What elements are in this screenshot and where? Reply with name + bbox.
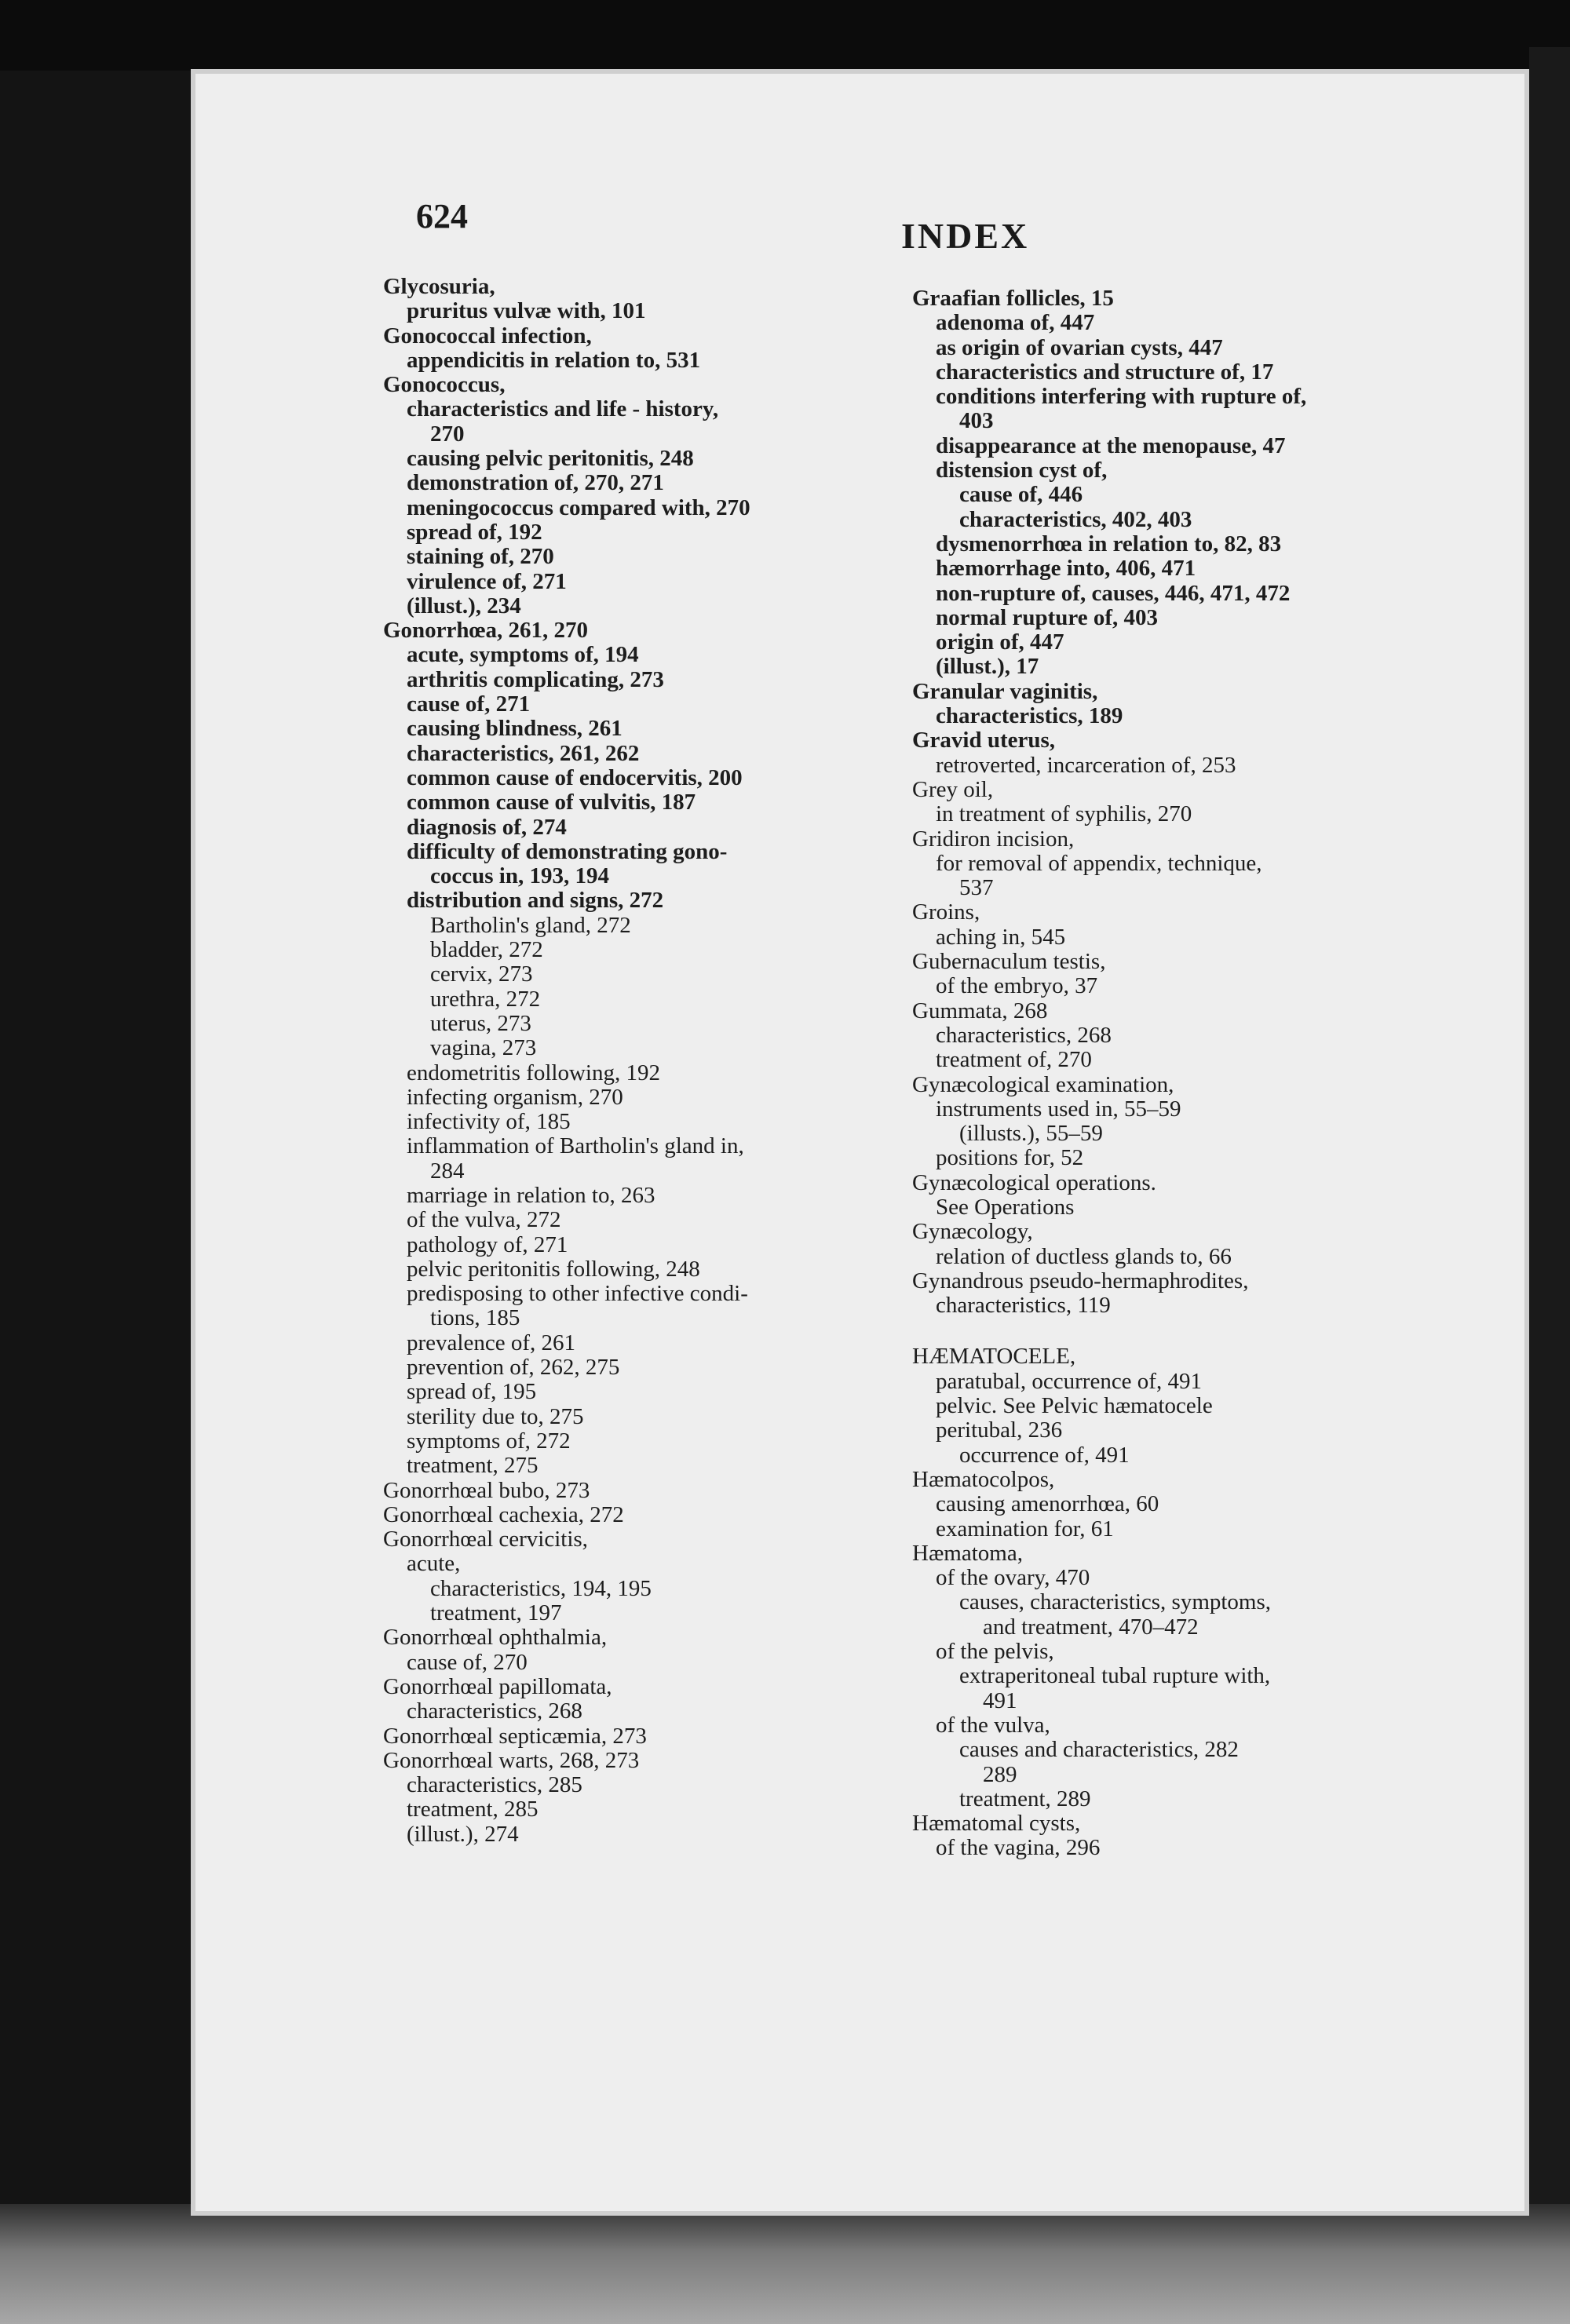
index-entry: pelvic peritonitis following, 248 [407,1256,700,1282]
scan-bottom-edge [0,2204,1570,2324]
index-entry: vagina, 273 [430,1035,537,1061]
index-entry: of the ovary, 470 [936,1565,1090,1591]
index-entry: Gummata, 268 [912,998,1048,1023]
index-entry: 491 [983,1687,1017,1713]
index-entry: paratubal, occurrence of, 491 [936,1368,1202,1394]
scan-right-edge [1529,47,1570,2221]
index-entry: Gonococcus, [383,372,506,398]
index-entry: 403 [959,408,994,434]
index-entry: appendicitis in relation to, 531 [407,347,701,373]
index-entry: characteristics and life - history, [407,396,719,422]
index-entry: non-rupture of, causes, 446, 471, 472 [936,580,1291,606]
index-entry: Gubernaculum testis, [912,949,1106,975]
index-entry: pathology of, 271 [407,1231,568,1257]
index-entry: (illust.), 17 [936,654,1039,680]
page-number: 624 [416,197,468,235]
index-entry: characteristics and structure of, 17 [936,359,1274,385]
index-entry: Gonorrhœal ophthalmia, [383,1625,608,1651]
index-entry: distribution and signs, 272 [407,888,664,914]
index-entry: (illust.), 234 [407,593,521,618]
index-entry: adenoma of, 447 [936,310,1095,336]
index-entry: Gonorrhœal cachexia, 272 [383,1501,624,1527]
index-entry: treatment, 275 [407,1453,539,1479]
index-entry: treatment, 285 [407,1797,539,1822]
index-entry: arthritis complicating, 273 [407,666,664,692]
index-entry: 284 [430,1158,465,1184]
index-entry: causes and characteristics, 282 [959,1737,1239,1763]
index-entry: virulence of, 271 [407,568,567,594]
index-entry: for removal of appendix, technique, [936,850,1262,876]
index-entry: and treatment, 470–472 [983,1614,1199,1640]
index-entry: disappearance at the menopause, 47 [936,432,1286,458]
index-entry: difficulty of demonstrating gono- [407,838,728,864]
index-entry: 289 [983,1761,1017,1787]
index-entry: distension cyst of, [936,458,1108,483]
index-column-left [383,274,904,1847]
index-entry: conditions interfering with rupture of, [936,384,1307,410]
index-entry: Granular vaginitis, [912,678,1098,704]
index-entry: origin of, 447 [936,629,1064,655]
index-entry: Groins, [912,899,980,925]
index-entry: Gonococcal infection, [383,323,592,348]
index-entry: characteristics, 285 [407,1772,582,1798]
index-entry: Gynæcological operations. [912,1169,1156,1195]
index-entry: as origin of ovarian cysts, 447 [936,334,1223,360]
index-entry: characteristics, 402, 403 [959,506,1192,532]
index-entry: See Operations [936,1194,1075,1220]
index-entry: of the vagina, 296 [936,1835,1101,1861]
index-entry: demonstration of, 270, 271 [407,470,664,496]
index-entry: treatment, 197 [430,1600,562,1626]
index-entry: prevalence of, 261 [407,1330,575,1355]
index-entry: causing amenorrhœa, 60 [936,1491,1159,1517]
index-entry: Gravid uterus, [912,728,1056,753]
index-entry: instruments used in, 55–59 [936,1096,1181,1122]
index-entry: staining of, 270 [407,544,554,570]
index-entry: (illust.), 274 [407,1821,519,1847]
index-entry: sterility due to, 275 [407,1403,584,1429]
index-entry: infecting organism, 270 [407,1084,623,1110]
index-entry: aching in, 545 [936,924,1066,950]
index-entry: Hæmatomal cysts, [912,1811,1081,1837]
index-entry: infectivity of, 185 [407,1109,571,1135]
index-entry: acute, symptoms of, 194 [407,642,639,668]
index-entry: inflammation of Bartholin's gland in, [407,1133,744,1159]
index-entry: examination for, 61 [936,1516,1114,1541]
index-entry: characteristics, 261, 262 [407,740,640,766]
index-entry: extraperitoneal tubal rupture with, [959,1663,1271,1689]
index-entry: urethra, 272 [430,986,541,1012]
index-entry: HÆMATOCELE, [912,1344,1076,1370]
index-column-right [912,286,1433,1861]
index-entry: treatment of, 270 [936,1047,1092,1073]
index-entry: Gynæcological examination, [912,1071,1174,1097]
index-entry: 270 [430,421,465,447]
index-entry: Gonorrhœa, 261, 270 [383,618,588,644]
index-entry: Gonorrhœal bubo, 273 [383,1477,590,1503]
index-entry: endometritis following, 192 [407,1060,660,1085]
index-entry: spread of, 192 [407,519,542,545]
index-entry: Glycosuria, [383,274,495,299]
index-entry: 537 [959,875,994,901]
index-entry: spread of, 195 [407,1379,537,1405]
index-entry: coccus in, 193, 194 [430,863,609,889]
index-entry: characteristics, 194, 195 [430,1575,652,1601]
index-entry: Graafian follicles, 15 [912,286,1114,311]
index-entry: characteristics, 189 [936,703,1123,729]
index-entry: symptoms of, 272 [407,1428,571,1454]
index-entry: normal rupture of, 403 [936,604,1159,630]
index-entry: causes, characteristics, symptoms, [959,1589,1272,1615]
page-header [221,196,1509,259]
scan-top-edge [0,0,1570,71]
index-entry: Hæmatocolpos, [912,1466,1055,1492]
index-entry: pruritus vulvæ with, 101 [407,298,646,324]
index-entry: Gonorrhœal septicæmia, 273 [383,1723,647,1749]
index-entry: bladder, 272 [430,937,543,963]
index-entry: diagnosis of, 274 [407,814,567,840]
index-entry: in treatment of syphilis, 270 [936,801,1192,827]
index-entry: of the pelvis, [936,1639,1054,1665]
index-entry: common cause of vulvitis, 187 [407,790,696,815]
index-entry: positions for, 52 [936,1145,1084,1171]
index-entry: of the vulva, 272 [407,1207,561,1233]
index-entry: (illusts.), 55–59 [959,1121,1103,1147]
index-entry: cause of, 446 [959,482,1083,508]
index-entry: Grey oil, [912,776,994,802]
index-entry: occurrence of, 491 [959,1442,1130,1468]
index-entry: characteristics, 268 [407,1698,582,1724]
index-entry: causing blindness, 261 [407,716,623,742]
index-entry: Gonorrhœal cervicitis, [383,1527,588,1552]
index-entry: causing pelvic peritonitis, 248 [407,446,694,472]
index-entry: treatment, 289 [959,1786,1091,1811]
index-entry: cervix, 273 [430,961,533,987]
index-entry: uterus, 273 [430,1010,531,1036]
index-entry: characteristics, 268 [936,1022,1112,1048]
index-entry: relation of ductless glands to, 66 [936,1243,1232,1269]
index-entry: acute, [407,1551,461,1577]
index-entry: prevention of, 262, 275 [407,1355,620,1381]
index-entry: predisposing to other infective condi- [407,1281,748,1307]
index-entry: common cause of endocervitis, 200 [407,764,743,790]
index-entry: Hæmatoma, [912,1540,1023,1566]
index-entry: Gonorrhœal papillomata, [383,1673,612,1699]
index-entry: meningococcus compared with, 270 [407,494,750,520]
index-entry: of the vulva, [936,1712,1050,1738]
index-entry: characteristics, 119 [936,1293,1111,1319]
index-entry: pelvic. See Pelvic hæmatocele [936,1393,1213,1419]
index-entry: peritubal, 236 [936,1417,1063,1443]
running-title: INDEX [901,216,1030,256]
index-entry: of the embryo, 37 [936,973,1098,999]
index-entry: Gridiron incision, [912,826,1075,852]
index-entry: cause of, 271 [407,691,531,717]
index-entry: cause of, 270 [407,1649,528,1675]
index-entry: Gonorrhœal warts, 268, 273 [383,1747,640,1773]
index-entry: Gynandrous pseudo-hermaphrodites, [912,1268,1249,1293]
index-gap [931,1318,1433,1344]
index-entry: Gynæcology, [912,1219,1033,1245]
index-entry: tions, 185 [430,1305,520,1331]
index-entry: Bartholin's gland, 272 [430,912,631,938]
index-entry: marriage in relation to, 263 [407,1182,655,1208]
index-entry: hæmorrhage into, 406, 471 [936,556,1196,582]
index-entry: retroverted, incarceration of, 253 [936,752,1236,778]
index-entry: dysmenorrhœa in relation to, 82, 83 [936,531,1282,556]
